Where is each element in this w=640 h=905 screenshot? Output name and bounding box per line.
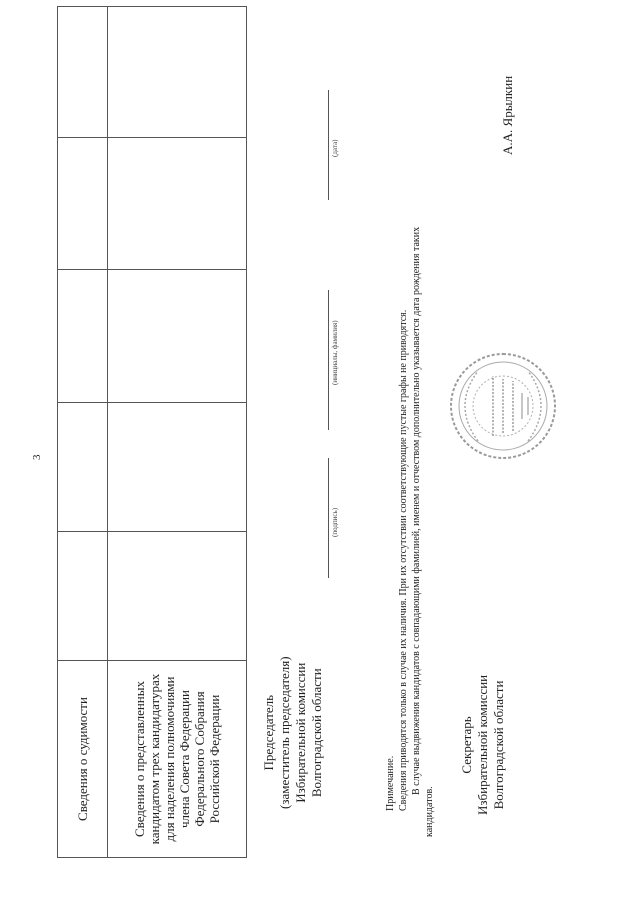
row-label-candidatures xyxy=(108,661,247,858)
label-line: Федерального Собрания xyxy=(192,691,207,827)
label-line: Российской Федерации xyxy=(207,694,222,824)
table-cell xyxy=(108,403,247,532)
table-cell xyxy=(58,138,108,270)
table-cell xyxy=(58,7,108,138)
label-line: члена Совета Федерации xyxy=(177,689,192,829)
name-line xyxy=(328,290,329,430)
secretary-name: А.А. Ярылкин xyxy=(500,75,515,155)
note-line-3: кандидатов. xyxy=(424,786,435,837)
signature-caption: (подпись) xyxy=(331,507,339,537)
table-cell xyxy=(108,138,247,270)
date-caption: (дата) xyxy=(331,139,339,157)
table-cell xyxy=(108,270,247,403)
note-title: Примечание. xyxy=(385,755,396,811)
signature-line xyxy=(328,458,329,578)
table-cell xyxy=(108,7,247,138)
date-line xyxy=(328,90,329,200)
secretary-title: Секретарь Избирательной комиссии Волгоградской области xyxy=(459,674,506,815)
note-line-2: В случае выдвижения кандидатов с совпадающими фамилией, именем и отчеством дополнительно указывается дата рождения таких xyxy=(411,226,422,795)
table-cell xyxy=(58,532,108,661)
label-line: Сведения о представленных xyxy=(132,680,147,838)
page-number: 3 xyxy=(31,454,43,460)
table-cell xyxy=(58,270,108,403)
data-table xyxy=(57,13,247,858)
label-line: кандидатом трех кандидатурах xyxy=(147,673,162,845)
table-row xyxy=(58,7,108,858)
note-line-1: Сведения приводятся только в случае их наличия. При их отсутствии соответствующие пустые графы не приводятся. xyxy=(398,309,409,811)
chair-title: Председатель (заместитель председателя) Избирательной комиссии Волгоградской области xyxy=(261,656,324,809)
table-row xyxy=(108,7,247,858)
label-line: для наделения полномочиями xyxy=(162,676,177,842)
name-caption: (инициалы, фамилия) xyxy=(331,320,339,385)
stamp-icon xyxy=(448,351,558,461)
table-cell xyxy=(58,403,108,532)
table-cell xyxy=(108,532,247,661)
row-label-criminal-record: Сведения о судимости xyxy=(58,661,108,858)
